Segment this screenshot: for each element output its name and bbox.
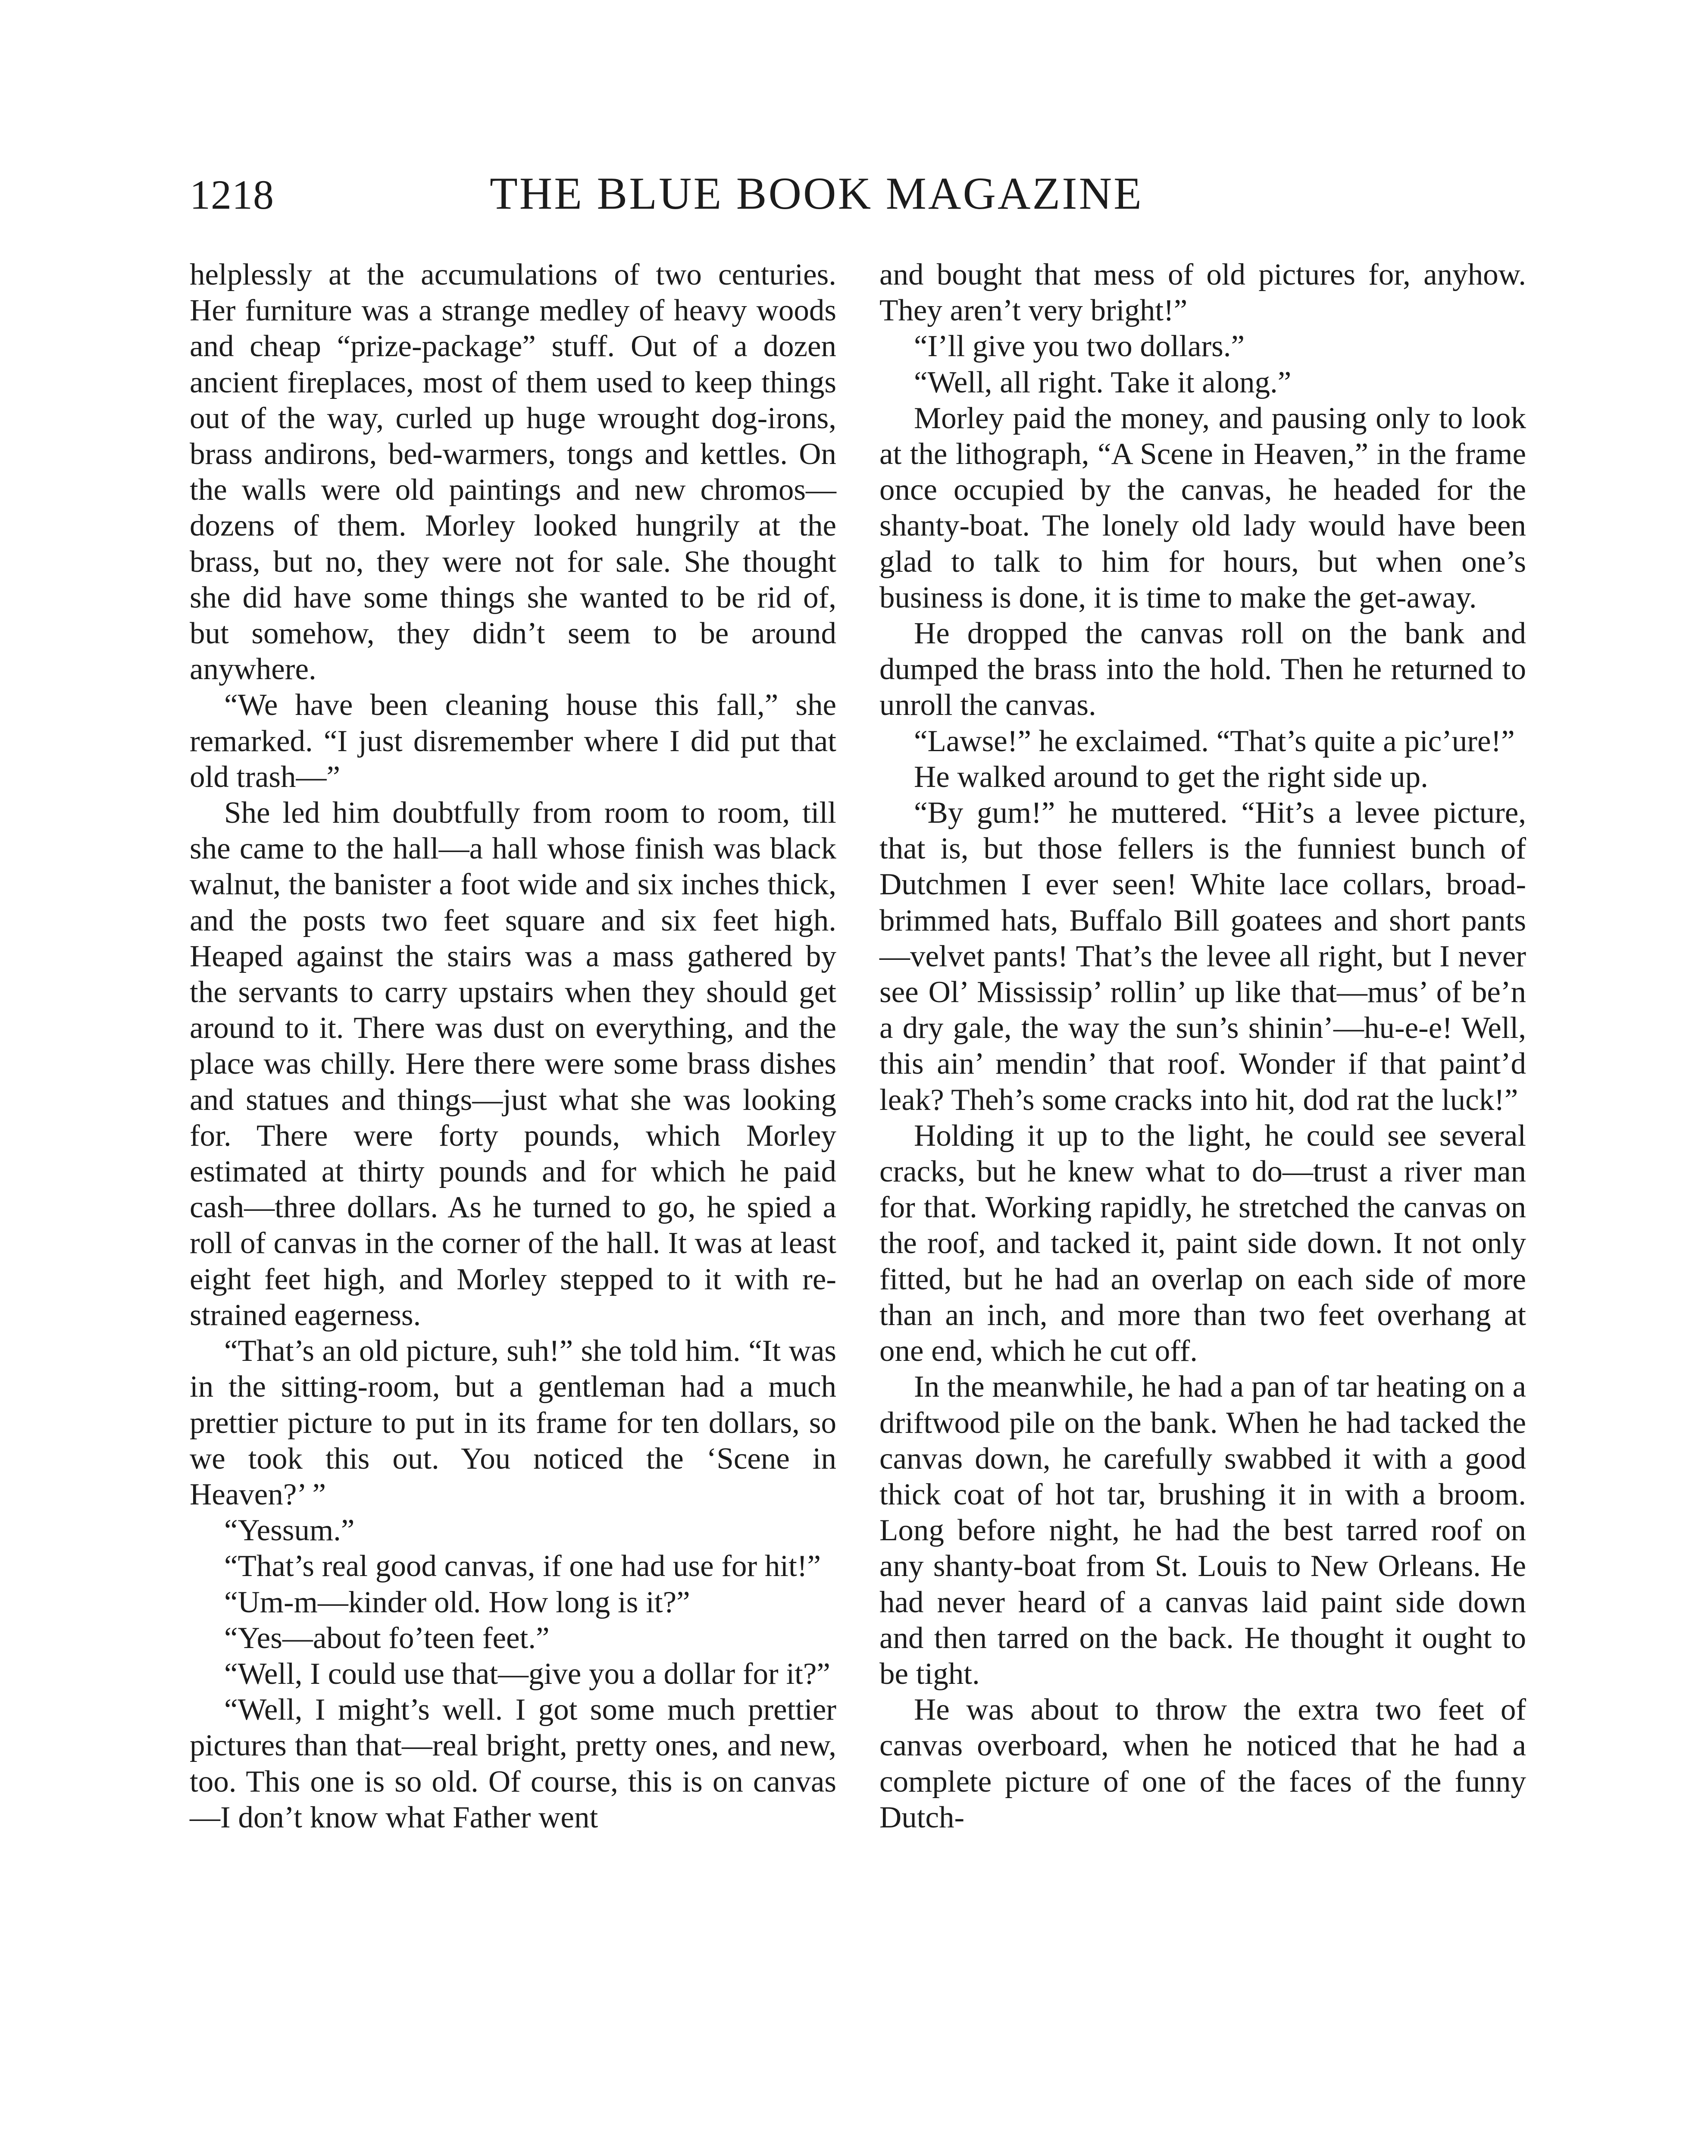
paragraph: “That’s real good canvas, if one had use for hit!”	[224, 1549, 821, 1583]
paragraph: She led him doubtfully from room to room, till she came to the hall—a hall whose finish was black walnut, the banister a foot wide and six inches thick, and the posts two feet square and six feet high. Heaped against the stairs was a mass gathered by the servants to carry upstairs when they should get around to it. There was dust on everything, and the place was chilly. Here there were some brass dishes and statues and things—just what she was looking for. There were forty pounds, which Morley estimated at thirty pounds and for which he paid cash—three dollars. As he turned to go, he spied a roll of canvas in the corner of the hall. It was at least eight feet high, and Morley stepped to it with restrained eagerness.	[190, 796, 836, 1332]
paragraph: “Well, I might’s well. I got some much prettier pictures than that—real bright, pretty ones, and new, too. This one is so old. Of course, this is on canvas—I don’t know what Father went	[190, 1693, 836, 1834]
paragraph: He walked around to get the right side up.	[914, 760, 1428, 794]
paragraph: “Yessum.”	[224, 1514, 355, 1548]
paragraph: and bought that mess of old pictures for, anyhow. They aren’t very bright!”	[879, 258, 1526, 328]
page-number: 1218	[190, 172, 274, 218]
paragraph: helplessly at the accumulations of two centuries. Her furniture was a strange medley of heavy woods and cheap “prize-package” stuff. Out of a dozen ancient fireplaces, most of them used to keep things out of the way, curled up huge wrought dog-irons, brass andirons, bed-warmers, tongs and kettles. On the walls were old paintings and new chromos—dozens of them. Morley looked hungrily at the brass, but no, they were not for sale. She thought she did have some things she wanted to be rid of, but somehow, they didn’t seem to be around anywhere.	[190, 258, 836, 686]
paragraph: “Lawse!” he exclaimed. “That’s quite a pic’ure!”	[914, 724, 1515, 758]
right-column	[879, 257, 1526, 1836]
paragraph: He was about to throw the extra two feet of canvas overboard, when he noticed that he had a complete picture of one of the faces of the funny Dutch-	[879, 1693, 1526, 1834]
paragraph: “By gum!” he muttered. “Hit’s a levee picture, that is, but those fellers is the funniest bunch of Dutchmen I ever seen! White lace collars, broadbrimmed hats, Buffalo Bill goatees and short pants—velvet pants! That’s the levee all right, but I never see Ol’ Mississip’ rollin’ up like that—mus’ of be’n a dry gale, the way the sun’s shinin’—hu-e-e! Well, this ain’ mendin’ that roof. Wonder if that paint’d leak? Theh’s some cracks into hit, dod rat the luck!”	[879, 796, 1526, 1117]
paragraph: “Yes—about fo’teen feet.”	[224, 1621, 550, 1655]
paragraph: “Well, I could use that—give you a dollar for it?”	[224, 1657, 830, 1691]
paragraph: Holding it up to the light, he could see several cracks, but he knew what to do—trust a river man for that. Working rapidly, he stretched the canvas on the roof, and tacked it, paint side down. It not only fitted, but he had an overlap on each side of more than an inch, and more than two feet overhang at one end, which he cut off.	[879, 1119, 1526, 1368]
paragraph: “Well, all right. Take it along.”	[914, 365, 1292, 399]
page-header	[190, 167, 1431, 232]
paragraph: In the meanwhile, he had a pan of tar heating on a driftwood pile on the bank. When he had tacked the canvas down, he carefully swabbed it with a good thick coat of hot tar, brushing it in with a broom. Long before night, he had the best tarred roof on any shanty-boat from St. Louis to New Orleans. He had never heard of a canvas laid paint side down and then tarred on the back. He thought it ought to be tight.	[879, 1370, 1526, 1691]
paragraph: “Um-m—kinder old. How long is it?”	[224, 1585, 690, 1619]
paragraph: “We have been cleaning house this fall,” she remarked. “I just disremember where I did put that old trash—”	[190, 688, 836, 794]
paragraph: “I’ll give you two dollars.”	[914, 329, 1245, 364]
paragraph: “That’s an old picture, suh!” she told him. “It was in the sitting-room, but a gentleman had a much prettier picture to put in its frame for ten dollars, so we took this out. You noticed the ‘Scene in Heaven?’ ”	[190, 1334, 836, 1511]
paragraph: He dropped the canvas roll on the bank and dumped the brass into the hold. Then he returned to unroll the canvas.	[879, 617, 1526, 722]
left-column	[190, 257, 836, 1836]
running-title: THE BLUE BOOK MAGAZINE	[490, 168, 1143, 219]
paragraph: Morley paid the money, and pausing only to look at the lithograph, “A Scene in Heaven,” in the frame once occupied by the canvas, he headed for the shanty-boat. The lonely old lady would have been glad to talk to him for hours, but when one’s business is done, it is time to make the get-away.	[879, 401, 1526, 614]
